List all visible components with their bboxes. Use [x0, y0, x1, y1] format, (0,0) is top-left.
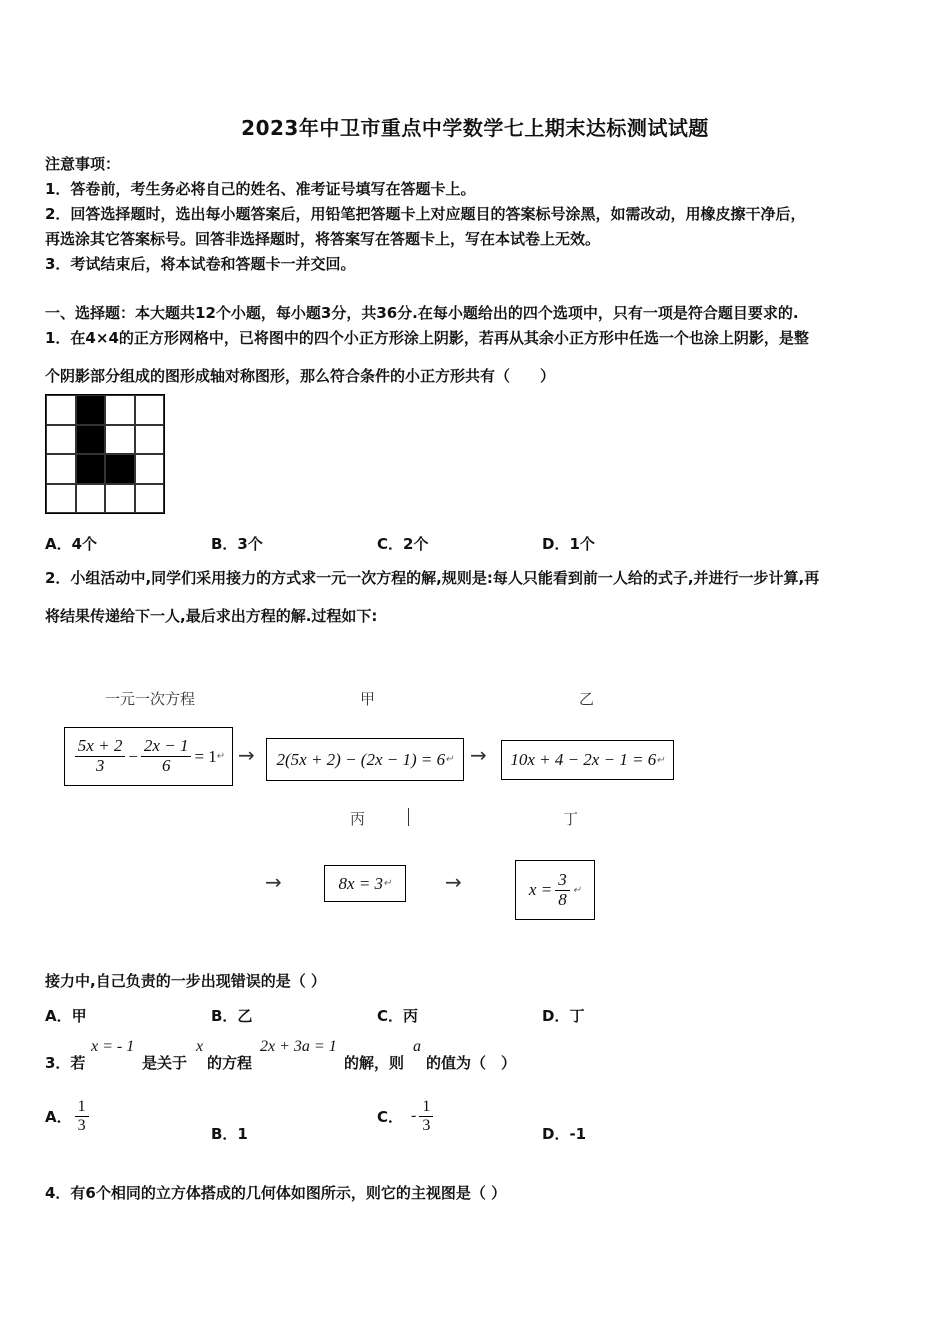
- q2-option-c[interactable]: C．丙: [377, 1007, 419, 1025]
- q3-suffix: 的值为（ ）: [426, 1054, 517, 1072]
- q3-option-a-label: A．: [45, 1107, 72, 1126]
- eq4-lhs: x =: [528, 880, 553, 899]
- return-mark: ↵: [216, 751, 226, 762]
- q2-option-d[interactable]: D．丁: [542, 1007, 585, 1025]
- grid-cell-shaded: [76, 454, 106, 484]
- grid-cell: [135, 484, 165, 514]
- arrow-1: →: [238, 743, 255, 767]
- q1-stem-line1: 1．在4×4的正方形网格中，已将图中的四个小正方形涂上阴影，若再从其余小正方形中任选一个也涂上阴影，是整: [45, 329, 809, 347]
- arrow-2: →: [470, 743, 487, 767]
- equation-box-yi: [501, 740, 674, 780]
- eq4-denominator: 8: [558, 889, 567, 909]
- return-mark: ↵: [445, 754, 454, 765]
- q3-condition: x = - 1: [91, 1038, 135, 1055]
- q3-option-c[interactable]: [377, 1098, 436, 1134]
- label-yi: 乙: [579, 690, 595, 708]
- q1-option-d[interactable]: D．1个: [542, 535, 595, 553]
- grid-cell-shaded: [76, 395, 106, 425]
- q3-text-2: 的方程: [207, 1054, 253, 1072]
- q1-option-a[interactable]: A．4个: [45, 535, 98, 553]
- q3-option-a-num: 1: [75, 1098, 89, 1117]
- grid-cell: [135, 454, 165, 484]
- q2-stem-line1: 2．小组活动中,同学们采用接力的方式求一元一次方程的解,规则是:每人只能看到前一人给的式子,并进行一步计算,再: [45, 569, 820, 587]
- grid-cell-shaded: [76, 425, 106, 455]
- grid-cell: [46, 425, 76, 455]
- q1-option-b[interactable]: B．3个: [211, 535, 263, 553]
- equation-box-bing: [324, 865, 406, 902]
- q2-option-b[interactable]: B．乙: [211, 1007, 253, 1025]
- notice-item: 1．答卷前，考生务必将自己的姓名、准考证号填写在答题卡上。: [45, 180, 476, 198]
- eq0-denominator-1: 3: [95, 756, 105, 775]
- q3-equation: 2x + 3a = 1: [260, 1038, 337, 1055]
- q3-option-c-sign: -: [411, 1107, 417, 1125]
- q3-option-b[interactable]: B．1: [211, 1125, 248, 1143]
- label-bing: 丙: [350, 810, 366, 828]
- return-mark: ↵: [383, 878, 392, 889]
- q3-option-d[interactable]: D．-1: [542, 1125, 587, 1143]
- eq0-denominator-2: 6: [161, 756, 171, 775]
- q4-stem: 4．有6个相同的立方体搭成的几何体如图所示，则它的主视图是（ ）: [45, 1184, 507, 1202]
- grid-cell-shaded: [105, 454, 135, 484]
- q2-option-a[interactable]: A．甲: [45, 1007, 87, 1025]
- arrow-4: →: [445, 870, 462, 894]
- return-mark: ↵: [572, 884, 582, 896]
- eq0-rhs: = 1: [194, 746, 217, 766]
- q3-text-1: 是关于: [142, 1054, 188, 1072]
- eq2-text: 10x + 4 − 2x − 1 = 6: [510, 750, 657, 769]
- label-start: 一元一次方程: [105, 690, 196, 708]
- q1-stem-line2: 个阴影部分组成的图形成轴对称图形，那么符合条件的小正方形共有（ ）: [45, 367, 556, 385]
- grid-cell: [46, 395, 76, 425]
- eq3-text: 8x = 3: [338, 873, 384, 893]
- q3-option-c-label: C．: [377, 1107, 404, 1126]
- q1-grid-figure: [45, 394, 165, 514]
- q3-variable-a: a: [413, 1038, 421, 1055]
- q2-question: 接力中,自己负责的一步出现错误的是（ ）: [45, 972, 326, 990]
- notice-item: 2．回答选择题时，选出每小题答案后，用铅笔把答题卡上对应题目的答案标号涂黑，如需改动，用橡皮擦干净后，: [45, 205, 806, 223]
- q3-option-c-den: 3: [422, 1116, 431, 1134]
- grid-cell: [135, 425, 165, 455]
- arrow-3: →: [265, 870, 282, 894]
- grid-cell: [105, 395, 135, 425]
- q3-prefix: 3．若: [45, 1054, 86, 1072]
- notice-item: 再选涂其它答案标号。回答非选择题时，将答案写在答题卡上，写在本试卷上无效。: [45, 230, 601, 248]
- divider: [408, 808, 409, 826]
- notice-heading: 注意事项：: [45, 155, 121, 173]
- q3-option-a[interactable]: [45, 1098, 92, 1134]
- grid-cell: [105, 425, 135, 455]
- eq4-numerator: 3: [555, 871, 570, 891]
- q3-text-3: 的解，则: [344, 1054, 405, 1072]
- label-ding: 丁: [563, 810, 579, 828]
- label-jia: 甲: [360, 690, 376, 708]
- grid-cell: [76, 484, 106, 514]
- equation-box-original: [64, 727, 233, 786]
- q1-option-c[interactable]: C．2个: [377, 535, 429, 553]
- equation-box-jia: [266, 738, 464, 781]
- grid-cell: [105, 484, 135, 514]
- eq0-minus: −: [128, 746, 138, 766]
- q2-stem-line2: 将结果传递给下一人,最后求出方程的解.过程如下:: [45, 607, 378, 625]
- q3-variable-x: x: [196, 1038, 204, 1055]
- eq0-numerator-2: 2x − 1: [141, 737, 192, 757]
- section-heading: 一、选择题：本大题共12个小题，每小题3分，共36分.在每小题给出的四个选项中，只有一项是符合题目要求的.: [45, 304, 799, 322]
- q3-option-c-num: 1: [419, 1098, 433, 1117]
- page-title: 2023年中卫市重点中学数学七上期末达标测试试题: [241, 116, 709, 140]
- notice-item: 3．考试结束后，将本试卷和答题卡一并交回。: [45, 255, 356, 273]
- grid-cell: [135, 395, 165, 425]
- grid-cell: [46, 454, 76, 484]
- equation-box-ding: [515, 860, 595, 920]
- eq0-numerator-1: 5x + 2: [75, 737, 126, 757]
- eq1-text: 2(5x + 2) − (2x − 1) = 6: [276, 749, 446, 769]
- grid-cell: [46, 484, 76, 514]
- q3-option-a-den: 3: [77, 1116, 86, 1134]
- return-mark: ↵: [656, 754, 665, 766]
